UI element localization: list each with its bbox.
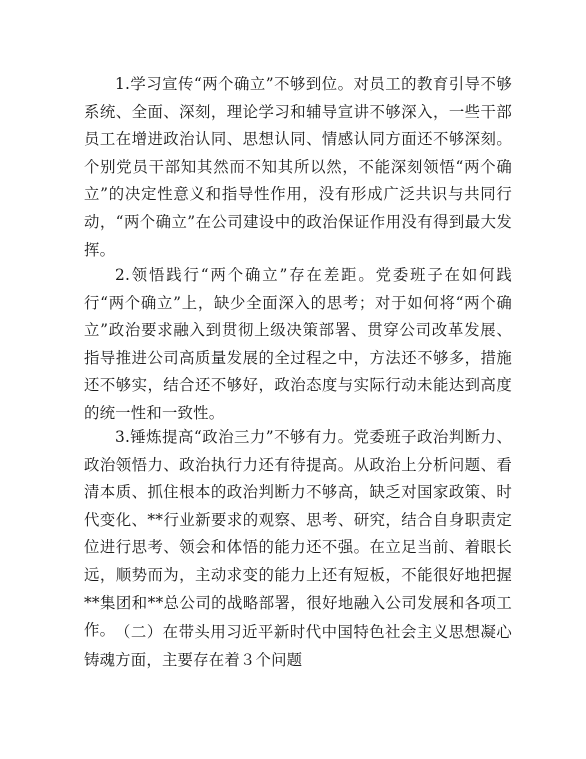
paragraph-3: 3.锤炼提高“政治三力”不够有力。党委班子政治判断力、政治领悟力、政治执行力还有待提高。从政治上分析问题、看清本质、抓住根本的政治判断力不够高，缺乏对国家政策、时代变化、**行业新要求的观察、思考、研究，结合自身职责定位进行思考、领会和体悟的能力还不强。在立足当前、着眼长远，顺势而为，主动求变的能力上还有短板，不能很好地把握**集团和**总公司的战略部署，很好地融入公司发展和各项工作。 (84, 428, 512, 640)
section-heading: （二）在带头用习近平新时代中国特色社会主义思想凝心铸魂方面，主要存在着３个问题 (84, 623, 512, 669)
paragraph-2: 2.领悟践行“两个确立”存在差距。党委班子在如何践行“两个确立”上，缺少全面深入的思考；对于如何将“两个确立”政治要求融入到贯彻上级决策部署、贯穿公司改革发展、指导推进公司高质量发展的全过程之中，方法还不够多，措施还不够实，结合还不够好，政治态度与实际行动未能达到高度的统一性和一致性。 (84, 266, 512, 422)
paragraph-1: 1.学习宣传“两个确立”不够到位。对员工的教育引导不够系统、全面、深刻，理论学习和辅导宣讲不够深入，一些干部员工在增进政治认同、思想认同、情感认同方面还不够深刻。个别党员干部知其然而不知其所以然，不能深刻领悟“两个确立”的决定性意义和指导性作用，没有形成广泛共识与共同行动，“两个确立”在公司建设中的政治保证作用没有得到最大发挥。 (84, 75, 512, 259)
